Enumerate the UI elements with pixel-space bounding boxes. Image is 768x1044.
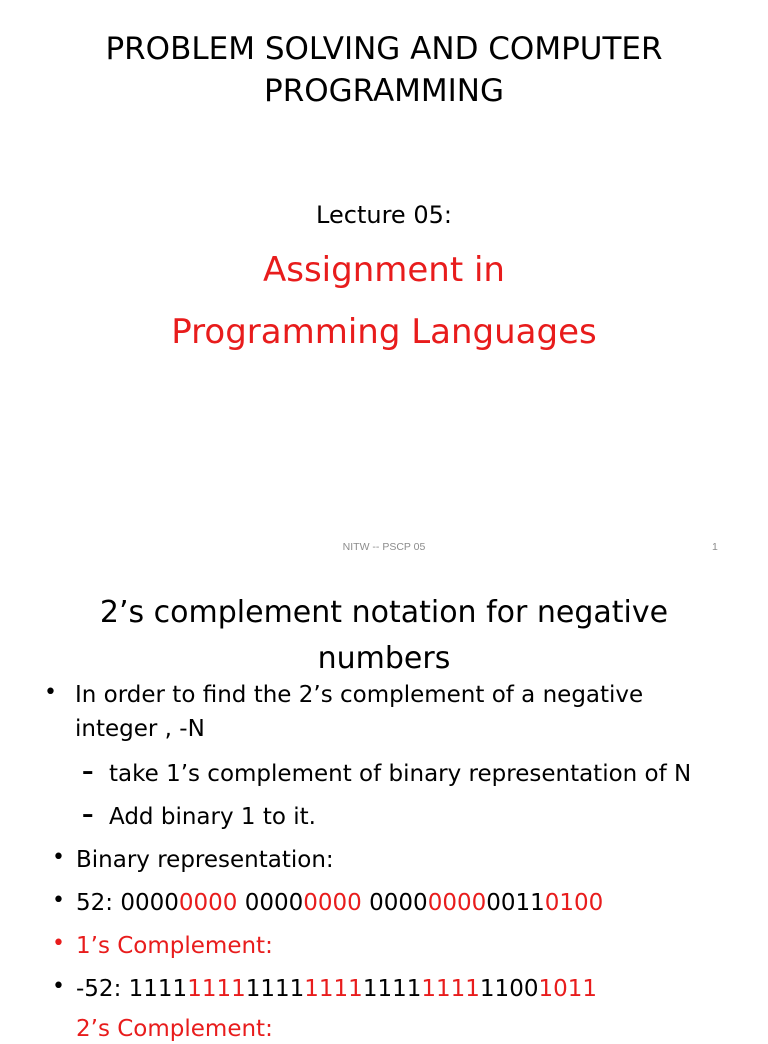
binary-neg52-value: [76, 974, 597, 1004]
slide-number: 1: [712, 541, 718, 553]
slide2-title: [0, 590, 768, 682]
binary-group: 0011: [486, 890, 545, 916]
binary-group-red: 0100: [544, 890, 604, 916]
slide1-title-line1: PROBLEM SOLVING AND COMPUTER: [105, 31, 663, 67]
binary-group: 0000: [369, 890, 428, 916]
binary-group-red: 1111: [304, 976, 363, 1002]
slide1-title-line2: PROGRAMMING: [264, 73, 504, 109]
binary-group: 1111: [128, 976, 188, 1002]
binary-prefix: -52:: [76, 976, 129, 1002]
sub-bullet-text: Add binary 1 to it.: [109, 804, 316, 830]
subtitle-line1: Assignment in: [263, 250, 505, 290]
binary-group: 0000: [120, 890, 179, 916]
binary-group-red: 1111: [421, 976, 480, 1002]
subtitle-line2: Programming Languages: [171, 312, 597, 352]
slide1-title: [0, 28, 768, 112]
dash-marker: –: [82, 802, 94, 828]
bullet-text-line2: integer , -N: [75, 716, 205, 742]
bullet-dot: •: [44, 680, 57, 705]
bullet-binary-representation: [0, 845, 768, 877]
slide-footer: NITW -- PSCP 05: [342, 541, 426, 553]
binary-group-red: 0000: [427, 890, 487, 916]
bullet-text: Binary representation:: [76, 847, 334, 873]
binary-group-red: 1111: [187, 976, 246, 1002]
bullet-dot: •: [52, 931, 65, 956]
bullet-twos-complement: [0, 1014, 768, 1042]
binary-group-red: 0000: [303, 890, 362, 916]
bullet-ones-complement: [0, 931, 768, 963]
binary-group-red: 0000: [178, 890, 238, 916]
binary-group-red: 1011: [538, 976, 598, 1002]
bullet-neg52-binary: [0, 974, 768, 1006]
bullet-text-line1: In order to find the 2’s complement of a negative: [75, 682, 644, 708]
sub-bullet-add-one: [0, 802, 768, 834]
bullet-dot: •: [52, 888, 65, 913]
binary-prefix: 52:: [76, 890, 121, 916]
binary-group: 1100: [479, 976, 539, 1002]
ones-complement-label: 1’s Complement:: [76, 933, 273, 959]
slide2-title-line1: 2’s complement notation for negative: [99, 595, 669, 630]
sub-bullet-ones-complement: [0, 759, 768, 791]
bullet-dot: •: [52, 974, 65, 999]
bullet-dot: •: [52, 845, 65, 870]
binary-group: 0000: [244, 890, 304, 916]
bullet-52-binary: [0, 888, 768, 920]
sub-bullet-text: take 1’s complement of binary representation of N: [109, 761, 692, 787]
slide2-title-line2: numbers: [317, 641, 451, 676]
binary-52-value: [76, 888, 603, 918]
lecture-label: Lecture 05:: [316, 201, 452, 229]
dash-marker: –: [82, 759, 94, 785]
binary-group: 1111: [362, 976, 422, 1002]
bullet-find-complement: [0, 680, 768, 750]
twos-complement-label: 2’s Complement:: [76, 1016, 273, 1042]
binary-group: 1111: [245, 976, 305, 1002]
binary-space: [237, 890, 244, 916]
